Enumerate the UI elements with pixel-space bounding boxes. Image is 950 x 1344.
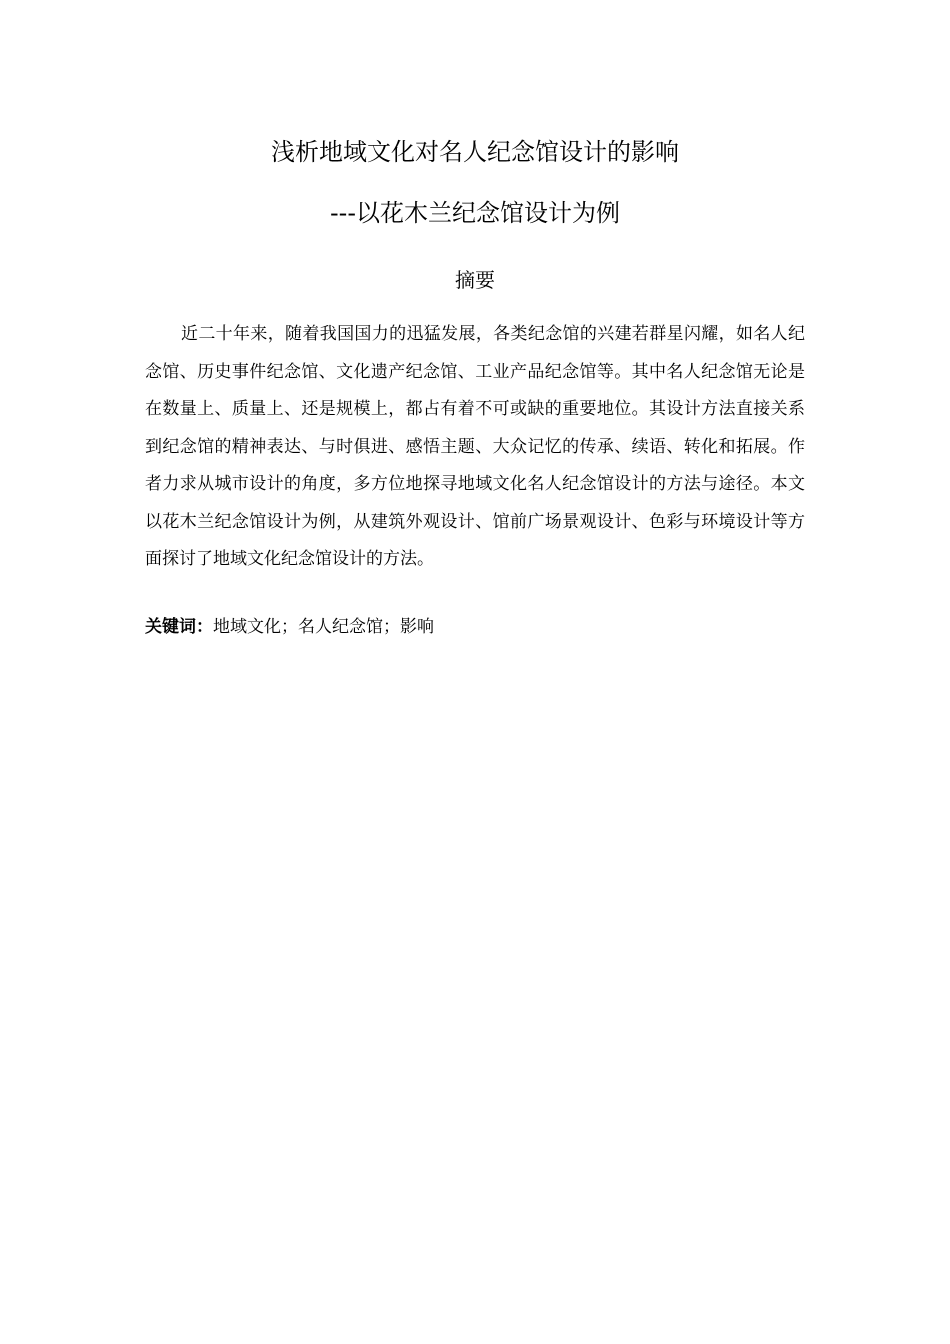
keywords-label: 关键词： <box>145 617 213 637</box>
document-subtitle: ---以花木兰纪念馆设计为例 <box>330 199 620 227</box>
keywords-line <box>145 612 805 642</box>
document-title: 浅析地域文化对名人纪念馆设计的影响 <box>271 138 679 166</box>
keywords-value: 地域文化；名人纪念馆；影响 <box>213 617 434 637</box>
abstract-heading: 摘要 <box>455 268 495 292</box>
abstract-paragraph: 近二十年来，随着我国国力的迅猛发展，各类纪念馆的兴建若群星闪耀，如名人纪念馆、历史事件纪念馆、文化遗产纪念馆、工业产品纪念馆等。其中名人纪念馆无论是在数量上、质量上、还是规模上，都占有着不可或缺的重要地位。其设计方法直接关系到纪念馆的精神表达、与时俱进、感悟主题、大众记忆的传承、续语、转化和拓展。作者力求从城市设计的角度，多方位地探寻地域文化名人纪念馆设计的方法与途径。本文以花木兰纪念馆设计为例，从建筑外观设计、馆前广场景观设计、色彩与环境设计等方面探讨了地域文化纪念馆设计的方法。 <box>145 324 805 569</box>
